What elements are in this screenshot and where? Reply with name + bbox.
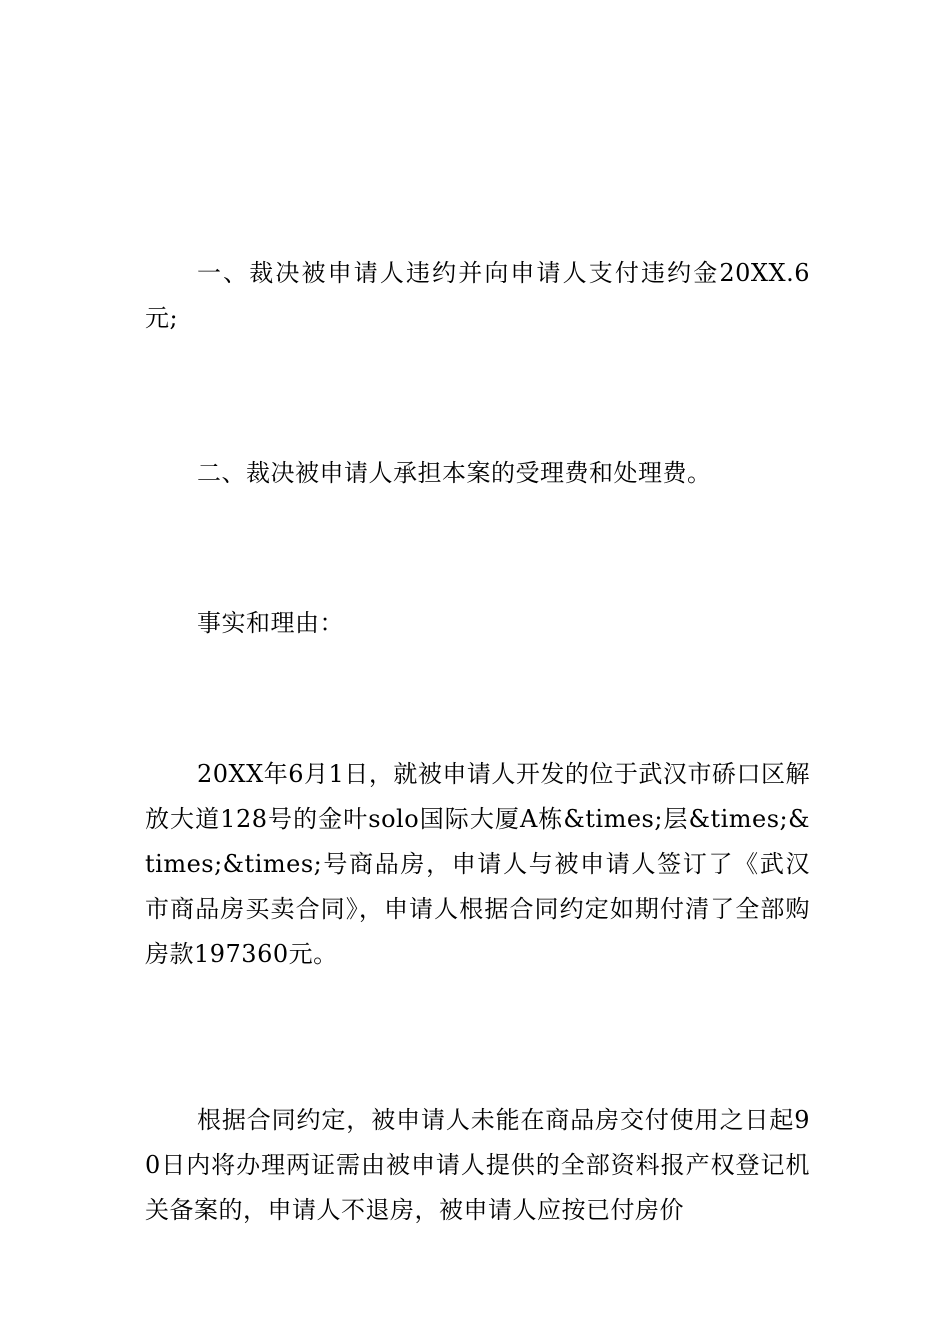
facts-paragraph-1: 20XX年6月1日，就被申请人开发的位于武汉市硚口区解放大道128号的金叶solo国际大厦A栋&times;层&times;&times;&times;号商品房，申请人与被申请人签订了《武汉市商品房买卖合同》，申请人根据合同约定如期付清了全部购房款197360元。 [145, 760, 810, 968]
claim-paragraph-2: 二、裁决被申请人承担本案的受理费和处理费。 [197, 459, 712, 487]
facts-heading: 事实和理由： [197, 609, 344, 637]
facts-paragraph-2: 根据合同约定，被申请人未能在商品房交付使用之日起90日内将办理两证需由被申请人提供的全部资料报产权登记机关备案的，申请人不退房，被申请人应按已付房价 [145, 1106, 810, 1224]
claim-paragraph-1: 一、裁决被申请人违约并向申请人支付违约金20XX.6元; [145, 259, 810, 332]
